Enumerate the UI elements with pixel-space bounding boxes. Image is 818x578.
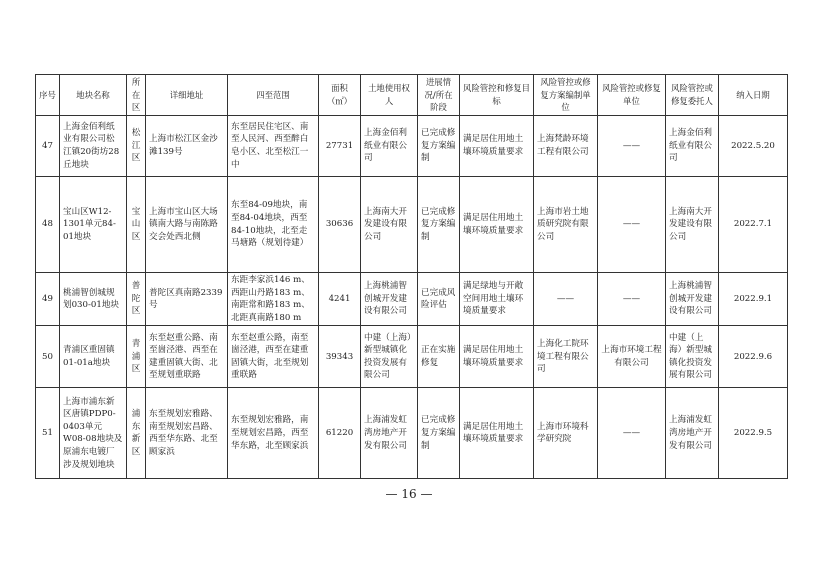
table-cell: 2022.9.5 <box>719 388 788 479</box>
table-cell: 普陀区 <box>127 273 146 326</box>
table-cell: 2022.9.6 <box>719 326 788 388</box>
table-cell: 2022.5.20 <box>719 116 788 177</box>
table-cell: 2022.7.1 <box>719 177 788 273</box>
table-cell: 中建（上海）新型城镇化投资发展有限公司 <box>666 326 719 388</box>
column-header: 进展情况/所在阶段 <box>418 75 460 116</box>
table-cell: 浦东新区 <box>127 388 146 479</box>
table-cell: 39343 <box>319 326 361 388</box>
table-cell: 上海市环境科学研究院 <box>534 388 598 479</box>
table-row <box>36 177 788 273</box>
table-cell: 上海市环境工程有限公司 <box>598 326 666 388</box>
table-cell: 宝山区 <box>127 177 146 273</box>
table-cell: 4241 <box>319 273 361 326</box>
table-cell: 上海市松江区金沙滩139号 <box>146 116 228 177</box>
column-header: 风险管控或修复委托人 <box>666 75 719 116</box>
table-cell: 满足居住用地土壤环境质量要求 <box>460 116 534 177</box>
table-cell: 青浦区重固镇01-01a地块 <box>60 326 127 388</box>
column-header: 地块名称 <box>60 75 127 116</box>
column-header: 面积（㎡） <box>319 75 361 116</box>
table-cell: 东距李家浜146 m、西距山丹路183 m、南距常和路183 m、北距真南路180 m <box>228 273 319 326</box>
table-cell: —— <box>598 273 666 326</box>
table-cell: 满足居住用地土壤环境质量要求 <box>460 388 534 479</box>
table-row <box>36 273 788 326</box>
table-cell: 上海市岩土地质研究院有限公司 <box>534 177 598 273</box>
table-cell: 满足绿地与开敞空间用地土壤环境质量要求 <box>460 273 534 326</box>
table-cell: 30636 <box>319 177 361 273</box>
table-cell: 48 <box>36 177 60 273</box>
table-cell: 东至赵重公路、南至崮泾港、西至在建重固镇大街、北至规划重联路 <box>146 326 228 388</box>
table-cell: 满足居住用地土壤环境质量要求 <box>460 177 534 273</box>
table-row <box>36 116 788 177</box>
table-cell: 东至赵重公路，南至崮泾港，西至在建重固镇大街，北至规划重联路 <box>228 326 319 388</box>
table-cell: 47 <box>36 116 60 177</box>
table-cell: 49 <box>36 273 60 326</box>
column-header: 风险管控或修复单位 <box>598 75 666 116</box>
column-header: 土地使用权人 <box>361 75 418 116</box>
table-cell: 满足居住用地土壤环境质量要求 <box>460 326 534 388</box>
page-number: — 16 — <box>385 487 433 501</box>
table-cell: 上海市宝山区大场镇南大路与南陈路交会处西北侧 <box>146 177 228 273</box>
table-cell: 东至规划宏雅路、南至规划宏昌路、西至华东路、北至顾家浜 <box>146 388 228 479</box>
table-cell: 已完成风险评估 <box>418 273 460 326</box>
table-cell: 东至居民住宅区、南至人民河、西至醉白皂小区、北至松江一中 <box>228 116 319 177</box>
table-cell: 宝山区W12-1301单元84-01地块 <box>60 177 127 273</box>
table-cell: 上海浦发虹湾房地产开发有限公司 <box>666 388 719 479</box>
table-cell: 50 <box>36 326 60 388</box>
table-header-row <box>36 75 788 116</box>
table-cell: 上海金佰利纸业有限公司 <box>361 116 418 177</box>
column-header: 纳入日期 <box>719 75 788 116</box>
table-cell: 27731 <box>319 116 361 177</box>
table-cell: 上海化工院环境工程有限公司 <box>534 326 598 388</box>
table-cell: 51 <box>36 388 60 479</box>
table-cell: 已完成修复方案编制 <box>418 388 460 479</box>
column-header: 风险管控或修复方案编制单位 <box>534 75 598 116</box>
table-cell: 东至规划宏雅路，南至规划宏昌路，西至华东路，北至顾家浜 <box>228 388 319 479</box>
table-cell: 上海桃浦智创城开发建设有限公司 <box>361 273 418 326</box>
table-row <box>36 326 788 388</box>
table-cell: 上海浦发虹湾房地产开发有限公司 <box>361 388 418 479</box>
table-cell: 上海南大开发建设有限公司 <box>666 177 719 273</box>
column-header: 详细地址 <box>146 75 228 116</box>
table-cell: 东至84-09地块，南至84-04地块，西至84-10地块，北至走马塘路（规划待建） <box>228 177 319 273</box>
table-cell: —— <box>598 177 666 273</box>
table-cell: —— <box>598 116 666 177</box>
column-header: 所在区 <box>127 75 146 116</box>
table-cell: 已完成修复方案编制 <box>418 177 460 273</box>
table-cell: 上海梵龄环境工程有限公司 <box>534 116 598 177</box>
table-cell: —— <box>598 388 666 479</box>
table-cell: 上海金佰利纸业有限公司 <box>666 116 719 177</box>
table-cell: 正在实施修复 <box>418 326 460 388</box>
contaminated-sites-table <box>35 74 788 479</box>
table-row <box>36 388 788 479</box>
column-header: 风险管控和修复目标 <box>460 75 534 116</box>
table-cell: 上海市浦东新区唐镇PDP0-0403单元W08-08地块及原浦东电镀厂涉及规划地块 <box>60 388 127 479</box>
table-cell: 2022.9.1 <box>719 273 788 326</box>
table-cell: 上海桃浦智创城开发建设有限公司 <box>666 273 719 326</box>
table-cell: 61220 <box>319 388 361 479</box>
table-cell: 青浦区 <box>127 326 146 388</box>
table-cell: —— <box>534 273 598 326</box>
table-cell: 松江区 <box>127 116 146 177</box>
table-cell: 已完成修复方案编制 <box>418 116 460 177</box>
column-header: 四至范围 <box>228 75 319 116</box>
table-cell: 上海金佰利纸业有限公司松江镇20街坊28丘地块 <box>60 116 127 177</box>
table-cell: 桃浦智创城规划030-01地块 <box>60 273 127 326</box>
table-cell: 中建（上海）新型城镇化投资发展有限公司 <box>361 326 418 388</box>
table-cell: 上海南大开发建设有限公司 <box>361 177 418 273</box>
column-header: 序号 <box>36 75 60 116</box>
table-cell: 普陀区真南路2339号 <box>146 273 228 326</box>
